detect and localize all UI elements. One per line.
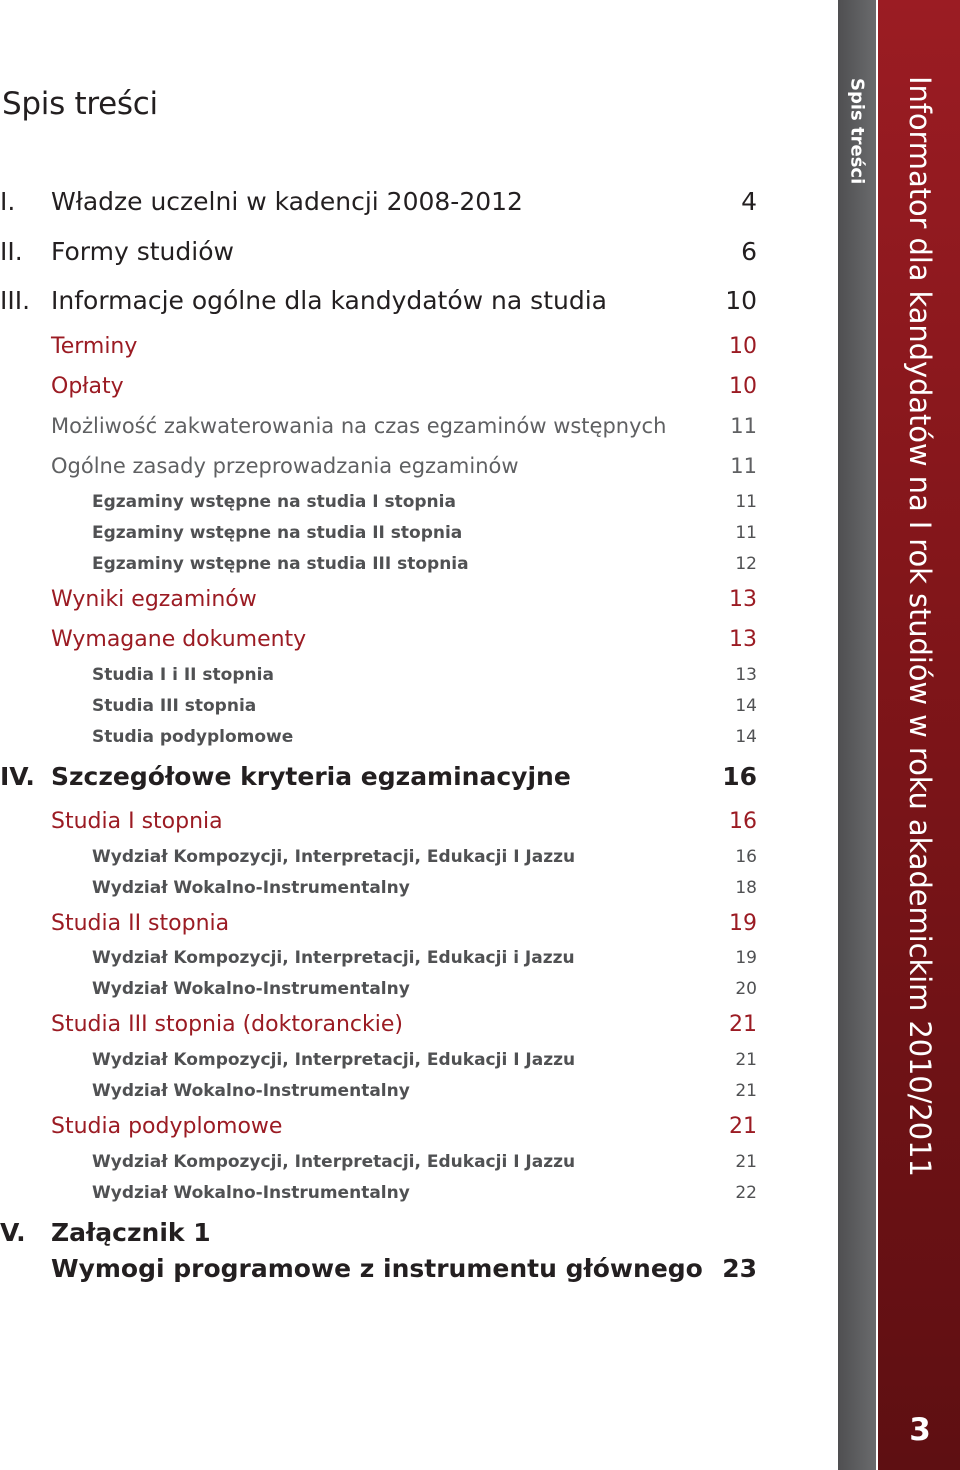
toc-page-number: 21	[735, 1081, 757, 1101]
toc-page-number: 4	[741, 186, 757, 216]
toc-entry-i[interactable]	[0, 181, 757, 221]
toc-roman-numeral: II.	[0, 236, 23, 266]
toc-page-number: 11	[735, 492, 757, 512]
toc-subentry-oplaty[interactable]	[0, 366, 757, 406]
toc-page-number: 16	[729, 808, 757, 834]
toc-entry-label: Wydział Wokalno-Instrumentalny	[92, 878, 410, 898]
page-number: 3	[909, 1412, 931, 1448]
toc-page-number: 11	[735, 523, 757, 543]
toc-entry-iii[interactable]	[0, 280, 757, 320]
toc-page-number: 11	[730, 454, 757, 478]
toc-subentry-podyplomowe[interactable]	[0, 717, 757, 757]
toc-entry-label: Studia III stopnia (doktoranckie)	[51, 1011, 403, 1037]
toc-entry-label: Studia podyplomowe	[92, 727, 294, 747]
toc-entry-label: Wydział Kompozycji, Interpretacji, Edukacji i Jazzu	[92, 948, 575, 968]
toc-page-number: 13	[729, 586, 757, 612]
toc-entry-label: Studia podyplomowe	[51, 1113, 283, 1139]
toc-subentry-studia-iii-stopnia[interactable]	[0, 1004, 757, 1044]
toc-entry-v[interactable]	[0, 1212, 757, 1252]
toc-entry-ii[interactable]	[0, 231, 757, 271]
section-tab-label: Spis treści	[846, 78, 868, 185]
toc-subentry-wydzial-wokalny[interactable]	[0, 969, 757, 1009]
toc-entry-label: Wydział Wokalno-Instrumentalny	[92, 1081, 410, 1101]
toc-page-number: 23	[722, 1253, 757, 1283]
toc-subentry-wydzial-wokalny[interactable]	[0, 1173, 757, 1213]
toc-entry-label: Egzaminy wstępne na studia II stopnia	[92, 523, 463, 543]
toc-page-number: 12	[735, 554, 757, 574]
section-tab-bar	[838, 0, 876, 1470]
toc-entry-iv[interactable]	[0, 756, 757, 796]
toc-entry-label: Szczegółowe kryteria egzaminacyjne	[51, 761, 571, 791]
toc-entry-label: Wydział Kompozycji, Interpretacji, Edukacji I Jazzu	[92, 847, 576, 867]
toc-subentry-egzaminy-iii[interactable]	[0, 544, 757, 584]
toc-roman-numeral: IV.	[0, 761, 35, 791]
toc-roman-numeral: I.	[0, 186, 16, 216]
toc-page-number: 19	[729, 910, 757, 936]
toc-page-number: 16	[735, 847, 757, 867]
toc-subentry-zasady[interactable]	[0, 446, 757, 486]
toc-page-number: 21	[735, 1152, 757, 1172]
toc-subentry-studia-ii-stopnia[interactable]	[0, 903, 757, 943]
toc-page-number: 21	[729, 1113, 757, 1139]
toc-page-number: 16	[722, 761, 757, 791]
toc-page-number: 6	[741, 236, 757, 266]
toc-page-number: 10	[725, 285, 757, 315]
toc-entry-label: Wydział Kompozycji, Interpretacji, Edukacji I Jazzu	[92, 1050, 576, 1070]
toc-entry-label: Władze uczelni w kadencji 2008-2012	[51, 186, 523, 216]
toc-page-number: 21	[729, 1011, 757, 1037]
toc-page-number: 19	[735, 948, 757, 968]
toc-entry-label: Możliwość zakwaterowania na czas egzaminów wstępnych	[51, 414, 667, 438]
toc-entry-label: Egzaminy wstępne na studia I stopnia	[92, 492, 456, 512]
toc-entry-v-subtitle[interactable]	[0, 1248, 757, 1288]
toc-entry-label: Studia I i II stopnia	[92, 665, 274, 685]
toc-subentry-studia-podyplomowe[interactable]	[0, 1106, 757, 1146]
toc-entry-label: Wymogi programowe z instrumentu głównego	[51, 1253, 703, 1283]
toc-subentry-terminy[interactable]	[0, 326, 757, 366]
toc-roman-numeral: V.	[0, 1217, 26, 1247]
toc-entry-label: Wydział Wokalno-Instrumentalny	[92, 1183, 410, 1203]
toc-page-number: 10	[729, 373, 757, 399]
toc-subentry-wyniki[interactable]	[0, 579, 757, 619]
toc-entry-label: Załącznik 1	[51, 1217, 211, 1247]
toc-page-number: 13	[735, 665, 757, 685]
toc-subentry-dokumenty[interactable]	[0, 619, 757, 659]
toc-entry-label: Wyniki egzaminów	[51, 586, 257, 612]
toc-page-number: 22	[735, 1183, 757, 1203]
toc-roman-numeral: III.	[0, 285, 31, 315]
toc-entry-label: Formy studiów	[51, 236, 234, 266]
toc-entry-label: Studia I stopnia	[51, 808, 223, 834]
toc-entry-label: Informacje ogólne dla kandydatów na studia	[51, 285, 607, 315]
toc-page-number: 10	[729, 333, 757, 359]
toc-page-number: 11	[730, 414, 757, 438]
toc-entry-label: Egzaminy wstępne na studia III stopnia	[92, 554, 469, 574]
toc-entry-label: Wydział Wokalno-Instrumentalny	[92, 979, 410, 999]
toc-page-number: 14	[735, 727, 757, 747]
toc-page-number: 21	[735, 1050, 757, 1070]
toc-entry-label: Studia III stopnia	[92, 696, 257, 716]
publication-title: Informator dla kandydatów na I rok studiów w roku akademickim 2010/2011	[903, 76, 937, 1177]
toc-entry-label: Ogólne zasady przeprowadzania egzaminów	[51, 454, 519, 478]
toc-entry-label: Wymagane dokumenty	[51, 626, 307, 652]
toc-page-number: 18	[735, 878, 757, 898]
toc-entry-label: Wydział Kompozycji, Interpretacji, Edukacji I Jazzu	[92, 1152, 576, 1172]
toc-page-number: 14	[735, 696, 757, 716]
toc-subentry-studia-i-stopnia[interactable]	[0, 801, 757, 841]
toc-subentry-zakwaterowanie[interactable]	[0, 406, 757, 446]
toc-entry-label: Opłaty	[51, 373, 124, 399]
toc-page-number: 13	[729, 626, 757, 652]
page-title: Spis treści	[2, 86, 158, 122]
toc-entry-label: Studia II stopnia	[51, 910, 230, 936]
toc-entry-label: Terminy	[51, 333, 138, 359]
toc-page-number: 20	[735, 979, 757, 999]
toc-subentry-wydzial-wokalny[interactable]	[0, 868, 757, 908]
toc-subentry-wydzial-wokalny[interactable]	[0, 1071, 757, 1111]
